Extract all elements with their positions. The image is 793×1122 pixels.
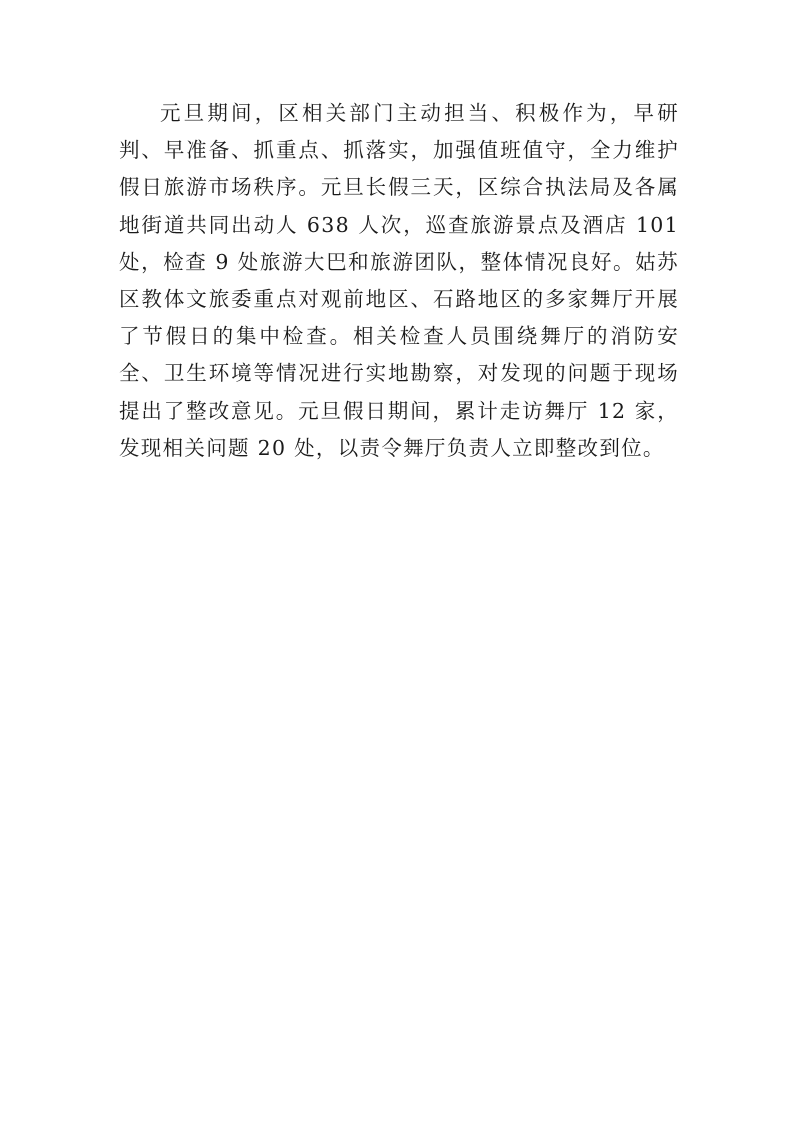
body-paragraph: 元旦期间，区相关部门主动担当、积极作为，早研判、早准备、抓重点、抓落实，加强值班值守，全力维护假日旅游市场秩序。元旦长假三天，区综合执法局及各属地街道共同出动人 638 人次，巡查旅游景点及酒店 101 处，检查 9 处旅游大巴和旅游团队，整体情况良好。姑苏区教体文旅委重点对观前地区、石路地区的多家舞厅开展了节假日的集中检查。相关检查人员围绕舞厅的消防安全、卫生环境等情况进行实地勘察，对发现的问题于现场提出了整改意见。元旦假日期间，累计走访舞厅 12 家，发现相关问题 20 处，以责令舞厅负责人立即整改到位。 (119, 101, 679, 460)
